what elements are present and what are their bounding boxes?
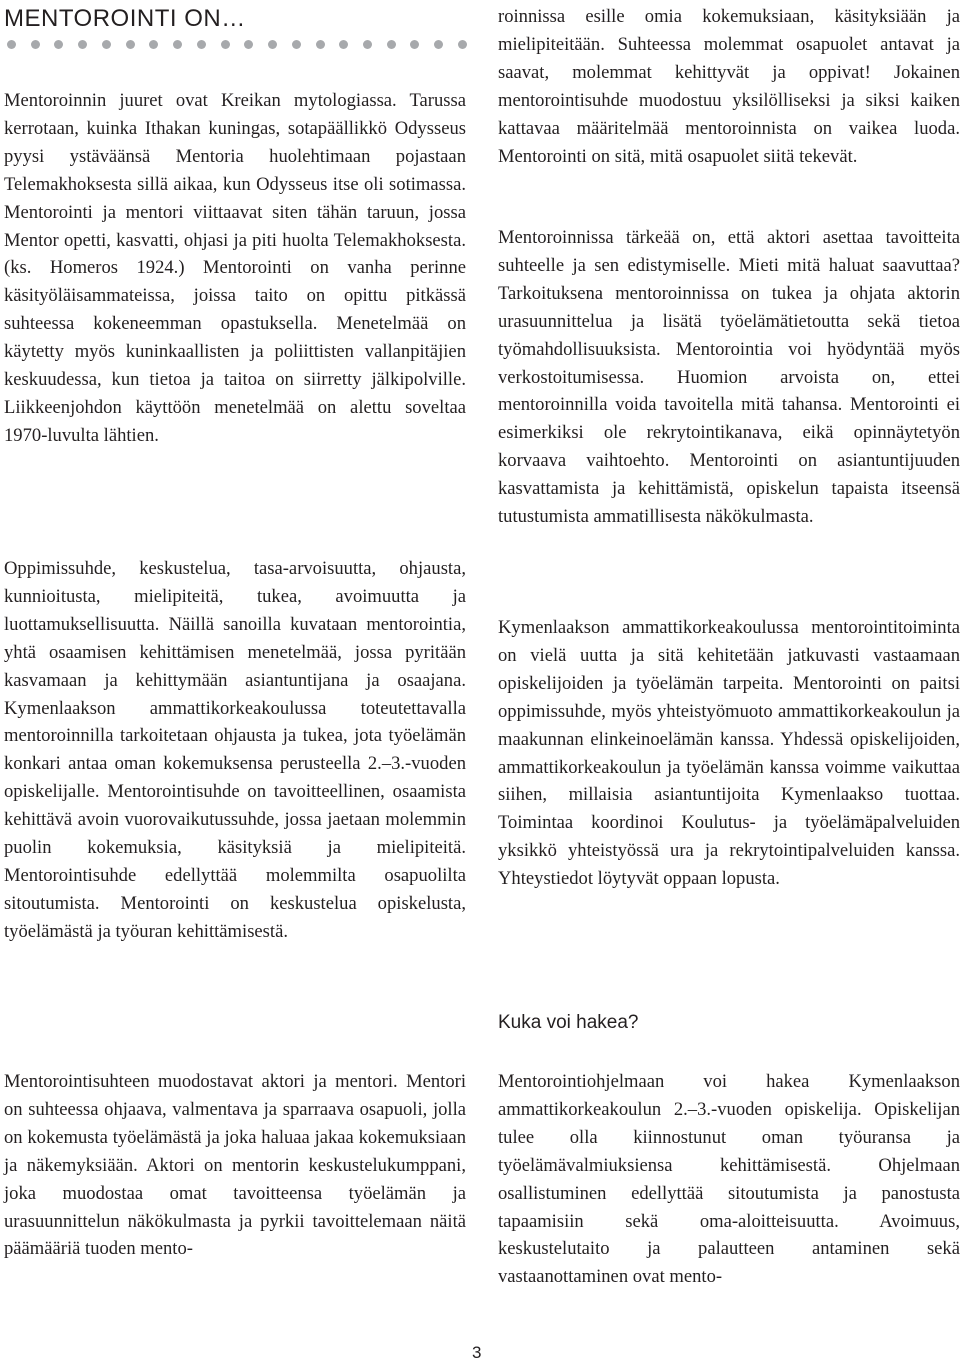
- page-number: 3: [472, 1343, 482, 1362]
- left-paragraph-3: Mentorointisuhteen muodostavat aktori ja mentori. Mentori on suhteessa ohjaava, valmentava ja sparraava osapuoli, jolla on kokemusta työelämästä ja joka haluaa jakaa kokemuksiaan ja näkemyksiään. Aktori on mentorin keskustelukumppani, joka muodostaa omat tavoitteensa työelämän ja urasuunnittelun näkökulmasta ja pyrkii tavoittelemaan näitä päämääriä tuoden mento-: [4, 1071, 466, 1260]
- left-paragraph-2: Oppimissuhde, keskustelua, tasa-arvoisuutta, ohjausta, kunnioitusta, mielipiteitä, tukea, avoimuutta ja luottamuksellisuutta. Näillä sanoilla kuvataan mentorointia, yhtä osaamisen kehittämisen menetelmää, jossa pyritään kasvamaan ja kehittymään asiantuntijana ja osaajana. Kymenlaakson ammattikorkeakoulussa toteutettavalla mentoroinnilla tarkoitetaan ohjausta ja tukea, jota työelämän konkari antaa oman kokemuksensa perusteella 2.–3.-vuoden opiskelijalle. Mentorointisuhde on tavoitteellinen, osaamista kehittävä avoin vuorovaikutussuhde, jossa jaetaan molemmin puolin kokemuksia, käsityksiä ja mielipiteitä. Mentorointisuhde edellyttää molemmilta osapuolilta sitoutumista. Mentorointi on keskustelua opiskelusta, työelämästä ja työuran kehittämisestä.: [4, 558, 466, 942]
- page-heading: MENTOROINTI ON…: [4, 5, 246, 32]
- section-subheading: Kuka voi hakea?: [498, 1012, 639, 1033]
- right-paragraph-1: roinnissa esille omia kokemuksiaan, käsityksiään ja mielipiteitään. Suhteessa molemmat osapuolet antavat ja saavat, molemmat kehittyvät ja oppivat! Jokainen mentorointisuhde muodostuu yksilölliseksi ja siksi kaiken kattavaa määritelmää mentoroinnista on vaikea luoda. Mentorointi on sitä, mitä osapuolet siitä tekevät.: [498, 6, 960, 167]
- left-paragraph-1: Mentoroinnin juuret ovat Kreikan mytologiassa. Tarussa kerrotaan, kuinka Ithakan kuningas, sotapäällikkö Odysseus pyysi ystäväänsä Mentoria huolehtimaan pojastaan Telemakhoksesta sillä aikaa, kun Odysseus itse oli sotimassa. Mentorointi ja mentori viittaavat siten tähän taruun, jossa Mentor opetti, kasvatti, ohjasi ja piti huolta Telemakhoksesta. (ks. Homeros 1924.) Mentorointi on vanha perinne käsityöläisammateissa, joissa taito on opittu pitkässä suhteessa kokeneemman opastuksella. Menetelmää on käytetty myös kuninkaallisten ja poliittisten vallanpitäjien keskuudessa, kun tietoa ja taitoa on siirretty jälkipolville. Liikkeenjohdon käyttöön menetelmää on alettu soveltaa 1970-luvulta lähtien.: [4, 90, 466, 446]
- right-paragraph-4: Mentorointiohjelmaan voi hakea Kymenlaakson ammattikorkeakoulun 2.–3.-vuoden opiskelija. Opiskelijan tulee olla kiinnostunut oman työuransa ja työelämävalmiuksiensa kehittämisestä. Ohjelmaan osallistuminen edellyttää sitoutumista ja panostusta tapaamisiin sekä oma-aloitteisuutta. Avoimuus, keskustelutaito ja palautteen antaminen sekä vastaanottaminen ovat mento-: [498, 1071, 960, 1288]
- right-paragraph-3: Kymenlaakson ammattikorkeakoulussa mentorointitoiminta on vielä uutta ja sitä kehitetään jatkuvasti vastaamaan opiskelijoiden ja työelämän tarpeita. Mentorointi on paitsi oppimissuhde, myös yhteistyömuoto ammattikorkeakoulun ja maakunnan elinkeinoelämän kanssa. Yhdessä opiskelijoiden, ammattikorkeakoulun ja työelämän kanssa voimme vaikuttaa siihen, millaisia asiantuntijoita Kymenlaakso tuottaa. Toimintaa koordinoi Koulutus- ja työelämäpalveluiden yksikkö yhteistyössä ura ja rekrytointipalveluiden kanssa. Yhteystiedot löytyvät oppaan lopusta.: [498, 617, 960, 890]
- right-paragraph-2: Mentoroinnissa tärkeää on, että aktori asettaa tavoitteita suhteelle ja sen edistymiselle. Mieti mitä haluat saavuttaa? Tarkoituksena mentoroinnissa on tukea ja ohjata aktorin urasuunnittelua ja lisätä työelämätietoutta sekä tietoa työmahdollisuuksista. Mentorointia voi hyödyntää myös verkostoitumisessa. Huomion arvoista on, ettei mentoroinnilla voida tavoitella mitä tahansa. Mentorointi ei esimerkiksi ole rekrytointikanava, eikä opinnäytetyön korvaava vaihtoehto. Mentorointi on asiantuntijuuden kasvattamista ja kehittämistä, opiskelun tapaista itseensä tutustumista ammatillisesta näkökulmasta.: [498, 227, 960, 528]
- dotted-rule: [7, 40, 467, 52]
